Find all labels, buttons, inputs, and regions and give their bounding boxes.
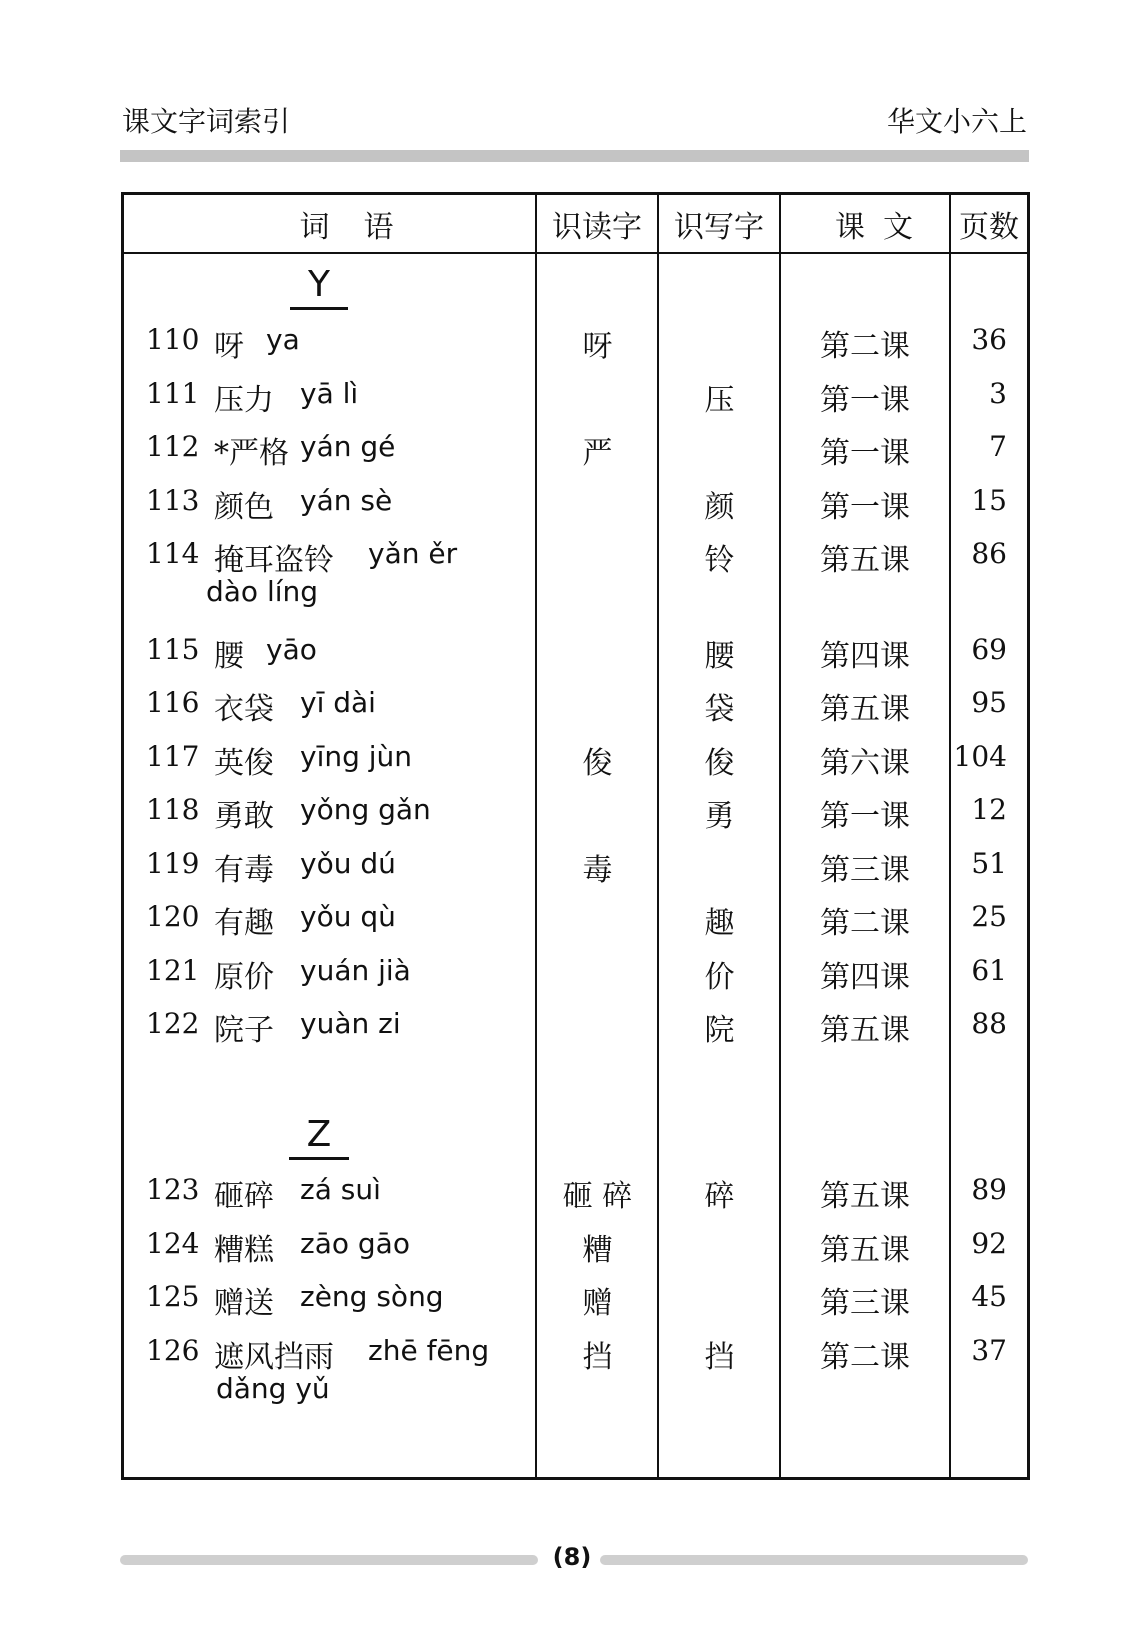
entry-pinyin: zhē fēng xyxy=(368,1333,490,1367)
column-header-read: 识读字 xyxy=(552,209,642,245)
entry-lesson: 第三课 xyxy=(820,1286,910,1321)
entry-write-chars: 腰 xyxy=(704,638,735,674)
table-row xyxy=(124,367,1027,423)
table-row xyxy=(124,1324,1027,1405)
entry-read-chars: 挡 xyxy=(582,1339,613,1375)
entry-number: 121 xyxy=(146,953,200,987)
entry-write-chars: 袋 xyxy=(704,692,735,727)
entry-page: 37 xyxy=(971,1333,1007,1367)
entry-number: 118 xyxy=(146,793,200,826)
entry-word: 糟糕 xyxy=(214,1232,274,1268)
entry-word: 赠送 xyxy=(214,1286,274,1321)
section-letter xyxy=(124,263,514,310)
entry-word: 有趣 xyxy=(214,906,274,941)
table-row xyxy=(124,783,1027,839)
entry-write-chars: 院 xyxy=(704,1013,735,1048)
entry-pinyin: yǎn ěr xyxy=(368,537,458,570)
entry-word: 颜色 xyxy=(214,489,274,525)
entry-page: 7 xyxy=(989,430,1007,463)
entry-page: 89 xyxy=(971,1173,1007,1206)
entry-page: 3 xyxy=(989,376,1007,410)
entry-write-chars: 铃 xyxy=(704,543,735,578)
entry-pinyin: yǒng gǎn xyxy=(300,793,431,826)
header-divider xyxy=(124,252,1027,254)
entry-word: 英俊 xyxy=(214,745,274,781)
entry-pinyin: yā lì xyxy=(300,376,359,410)
entry-word: 砸碎 xyxy=(214,1179,274,1214)
entry-number: 112 xyxy=(146,430,200,463)
entry-read-chars: 严 xyxy=(582,436,613,471)
entry-page: 25 xyxy=(971,900,1007,933)
entry-read-chars: 糟 xyxy=(582,1232,613,1268)
entry-number: 117 xyxy=(146,739,200,773)
table-row xyxy=(124,890,1027,946)
table-row xyxy=(124,730,1027,786)
section-letter-text: Z xyxy=(289,1113,350,1160)
entry-word: 衣袋 xyxy=(214,692,274,727)
entry-number: 114 xyxy=(146,537,200,570)
entry-page: 51 xyxy=(971,846,1007,880)
entry-pinyin: zá suì xyxy=(300,1173,381,1206)
entry-lesson: 第五课 xyxy=(820,1013,910,1048)
entry-number: 116 xyxy=(146,686,200,719)
entry-lesson: 第五课 xyxy=(820,1232,910,1268)
footer-rule-left xyxy=(120,1555,538,1565)
entry-pinyin: yǒu dú xyxy=(300,846,396,880)
entry-lesson: 第四课 xyxy=(820,959,910,995)
table-row xyxy=(124,1163,1027,1219)
entry-word: 呀 xyxy=(214,329,244,364)
table-row xyxy=(124,944,1027,1000)
running-title: 课文字词索引 xyxy=(122,105,291,138)
section-letter xyxy=(124,1113,514,1160)
entry-word: 掩耳盗铃 xyxy=(214,543,334,578)
entry-lesson: 第一课 xyxy=(820,436,910,471)
entry-lesson: 第六课 xyxy=(820,745,910,781)
table-row xyxy=(124,997,1027,1053)
entry-read-chars: 砸 碎 xyxy=(562,1179,633,1214)
footer-rule-right xyxy=(600,1555,1028,1565)
table-row xyxy=(124,676,1027,732)
entry-pinyin-continued: dǎng yǔ xyxy=(216,1371,330,1405)
entry-write-chars: 趣 xyxy=(704,906,735,941)
table-row xyxy=(124,1217,1027,1273)
entry-page: 95 xyxy=(971,686,1007,719)
entry-number: 115 xyxy=(146,632,200,666)
entry-number: 110 xyxy=(146,323,200,356)
entry-word: 有毒 xyxy=(214,852,274,888)
entry-word: 遮风挡雨 xyxy=(214,1339,334,1375)
entry-page: 61 xyxy=(971,953,1007,987)
entry-pinyin: zāo gāo xyxy=(300,1226,410,1260)
entry-pinyin: yán gé xyxy=(300,430,396,463)
entry-page: 92 xyxy=(971,1226,1007,1260)
column-header-lesson: 课文 xyxy=(835,209,931,245)
page-number: (8) xyxy=(552,1543,592,1571)
table-row xyxy=(124,313,1027,369)
entry-pinyin: yāo xyxy=(266,632,317,666)
entry-number: 120 xyxy=(146,900,200,933)
table-row xyxy=(124,527,1027,608)
entry-read-chars: 赠 xyxy=(582,1286,613,1321)
entry-lesson: 第五课 xyxy=(820,692,910,727)
column-header-write: 识写字 xyxy=(674,209,764,245)
entry-write-chars: 颜 xyxy=(704,489,735,525)
entry-write-chars: 勇 xyxy=(704,799,735,834)
entry-page: 15 xyxy=(971,483,1007,517)
entry-pinyin: yǒu qù xyxy=(300,900,396,933)
entry-pinyin-continued: dào líng xyxy=(206,575,319,608)
column-header-page: 页数 xyxy=(959,209,1019,245)
table-row xyxy=(124,623,1027,679)
entry-write-chars: 压 xyxy=(704,382,735,418)
entry-pinyin: yán sè xyxy=(300,483,393,517)
table-row xyxy=(124,1270,1027,1326)
section-letter-text: Y xyxy=(290,263,348,310)
entry-number: 122 xyxy=(146,1007,200,1040)
entry-lesson: 第五课 xyxy=(820,1179,910,1214)
entry-read-chars: 俊 xyxy=(582,745,613,781)
entry-pinyin: ya xyxy=(266,323,300,356)
entry-write-chars: 挡 xyxy=(704,1339,735,1375)
header-rule xyxy=(120,150,1029,162)
entry-lesson: 第一课 xyxy=(820,799,910,834)
entry-lesson: 第一课 xyxy=(820,489,910,525)
table-row xyxy=(124,837,1027,893)
entry-read-chars: 毒 xyxy=(582,852,613,888)
entry-number: 113 xyxy=(146,483,200,517)
entry-word: 压力 xyxy=(214,382,274,418)
entry-lesson: 第五课 xyxy=(820,543,910,578)
entry-pinyin: yuàn zi xyxy=(300,1007,401,1040)
entry-number: 123 xyxy=(146,1173,200,1206)
entry-lesson: 第二课 xyxy=(820,329,910,364)
entry-write-chars: 碎 xyxy=(704,1179,735,1214)
table-row xyxy=(124,474,1027,530)
entry-pinyin: yīng jùn xyxy=(300,739,413,773)
entry-page: 36 xyxy=(971,323,1007,356)
column-header-word: 词语 xyxy=(299,209,428,245)
entry-word: 腰 xyxy=(214,638,244,674)
index-table xyxy=(121,192,1030,1480)
entry-page: 45 xyxy=(971,1280,1007,1313)
entry-read-chars: 呀 xyxy=(582,329,613,364)
entry-number: 125 xyxy=(146,1280,200,1313)
entry-word: *严格 xyxy=(214,436,289,471)
entry-lesson: 第二课 xyxy=(820,906,910,941)
entry-pinyin: yī dài xyxy=(300,686,376,719)
entry-word: 勇敢 xyxy=(214,799,274,834)
entry-lesson: 第四课 xyxy=(820,638,910,674)
book-title: 华文小六上 xyxy=(886,105,1027,138)
entry-lesson: 第一课 xyxy=(820,382,910,418)
table-row xyxy=(124,420,1027,476)
entry-page: 104 xyxy=(953,739,1007,773)
entry-lesson: 第二课 xyxy=(820,1339,910,1375)
entry-page: 86 xyxy=(971,537,1007,570)
entry-number: 124 xyxy=(146,1226,200,1260)
entry-word: 原价 xyxy=(214,959,274,995)
entry-pinyin: zèng sòng xyxy=(300,1280,444,1313)
entry-pinyin: yuán jià xyxy=(300,953,411,987)
entry-word: 院子 xyxy=(214,1013,274,1048)
entry-lesson: 第三课 xyxy=(820,852,910,888)
entry-page: 88 xyxy=(971,1007,1007,1040)
entry-number: 111 xyxy=(146,376,200,410)
entry-write-chars: 俊 xyxy=(704,745,735,781)
entry-page: 69 xyxy=(971,632,1007,666)
entry-page: 12 xyxy=(971,793,1007,826)
entry-number: 126 xyxy=(146,1333,200,1367)
entry-number: 119 xyxy=(146,846,200,880)
entry-write-chars: 价 xyxy=(704,959,735,995)
